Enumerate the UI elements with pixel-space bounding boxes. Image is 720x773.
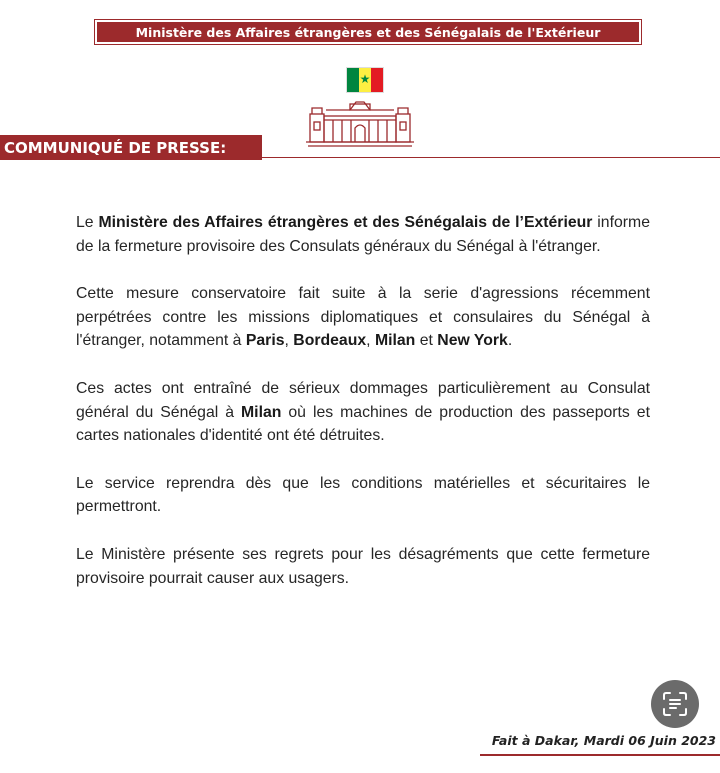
paragraph-1 (76, 211, 650, 258)
signature-divider (480, 754, 720, 756)
header-divider (262, 157, 720, 158)
p2-text: Cette mesure conservatoire fait suite à la serie d'agressions récemment perpétrées contre les missions diplomatiques et consulaires du Sénégal à l'étranger, notamment à (76, 285, 650, 350)
city-milan: Milan (374, 332, 416, 350)
ministry-banner-text: Ministère des Affaires étrangères et des Sénégalais de l'Extérieur (97, 22, 639, 42)
press-release-body (76, 211, 650, 614)
p2-separator: et (415, 332, 438, 350)
p2-period: . (507, 332, 513, 350)
signature-date: Fait à Dakar, Mardi 06 Juin 2023 (491, 733, 716, 748)
flag-star-icon: ★ (359, 72, 371, 86)
paragraph-5: Le Ministère présente ses regrets pour les désagréments que cette fermeture provisoire pourrait causer aux usagers. (76, 545, 650, 587)
senegal-flag-icon (346, 67, 384, 93)
city-bordeaux: Bordeaux (293, 332, 367, 350)
flag-red-band (371, 68, 383, 92)
paragraph-4: Le service reprendra dès que les conditions matérielles et sécuritaires le permettront. (76, 474, 650, 516)
paragraph-3 (76, 377, 650, 448)
p1-ministry-name: Ministère des Affaires étrangères et des Sénégalais de l’Extérieur (98, 214, 593, 231)
city-milan: Milan (241, 403, 282, 421)
city-paris: Paris (245, 332, 285, 350)
press-release-label: COMMUNIQUÉ DE PRESSE: (0, 135, 262, 160)
p1-text: informe de la fermeture provisoire des Consulats généraux du Sénégal à l'étranger. (76, 214, 650, 255)
palace-building-icon (306, 96, 414, 155)
text-scan-button[interactable] (651, 680, 699, 728)
flag-yellow-band (359, 68, 371, 92)
text-scan-icon (662, 691, 688, 717)
city-new-york: New York (437, 332, 508, 350)
p2-separator: , (284, 332, 294, 350)
p3-text: Ces actes ont entraîné de sérieux dommages particulièrement au Consulat général du Sénégal à (76, 379, 650, 421)
flag-green-band (347, 68, 359, 92)
paragraph-2 (76, 282, 650, 353)
p2-separator: , (366, 332, 375, 350)
ministry-banner (94, 19, 642, 45)
p1-lead: Le (76, 214, 99, 231)
p3-text-end: où les machines de production des passeports et cartes nationales d'identité ont été détruites. (76, 403, 650, 445)
